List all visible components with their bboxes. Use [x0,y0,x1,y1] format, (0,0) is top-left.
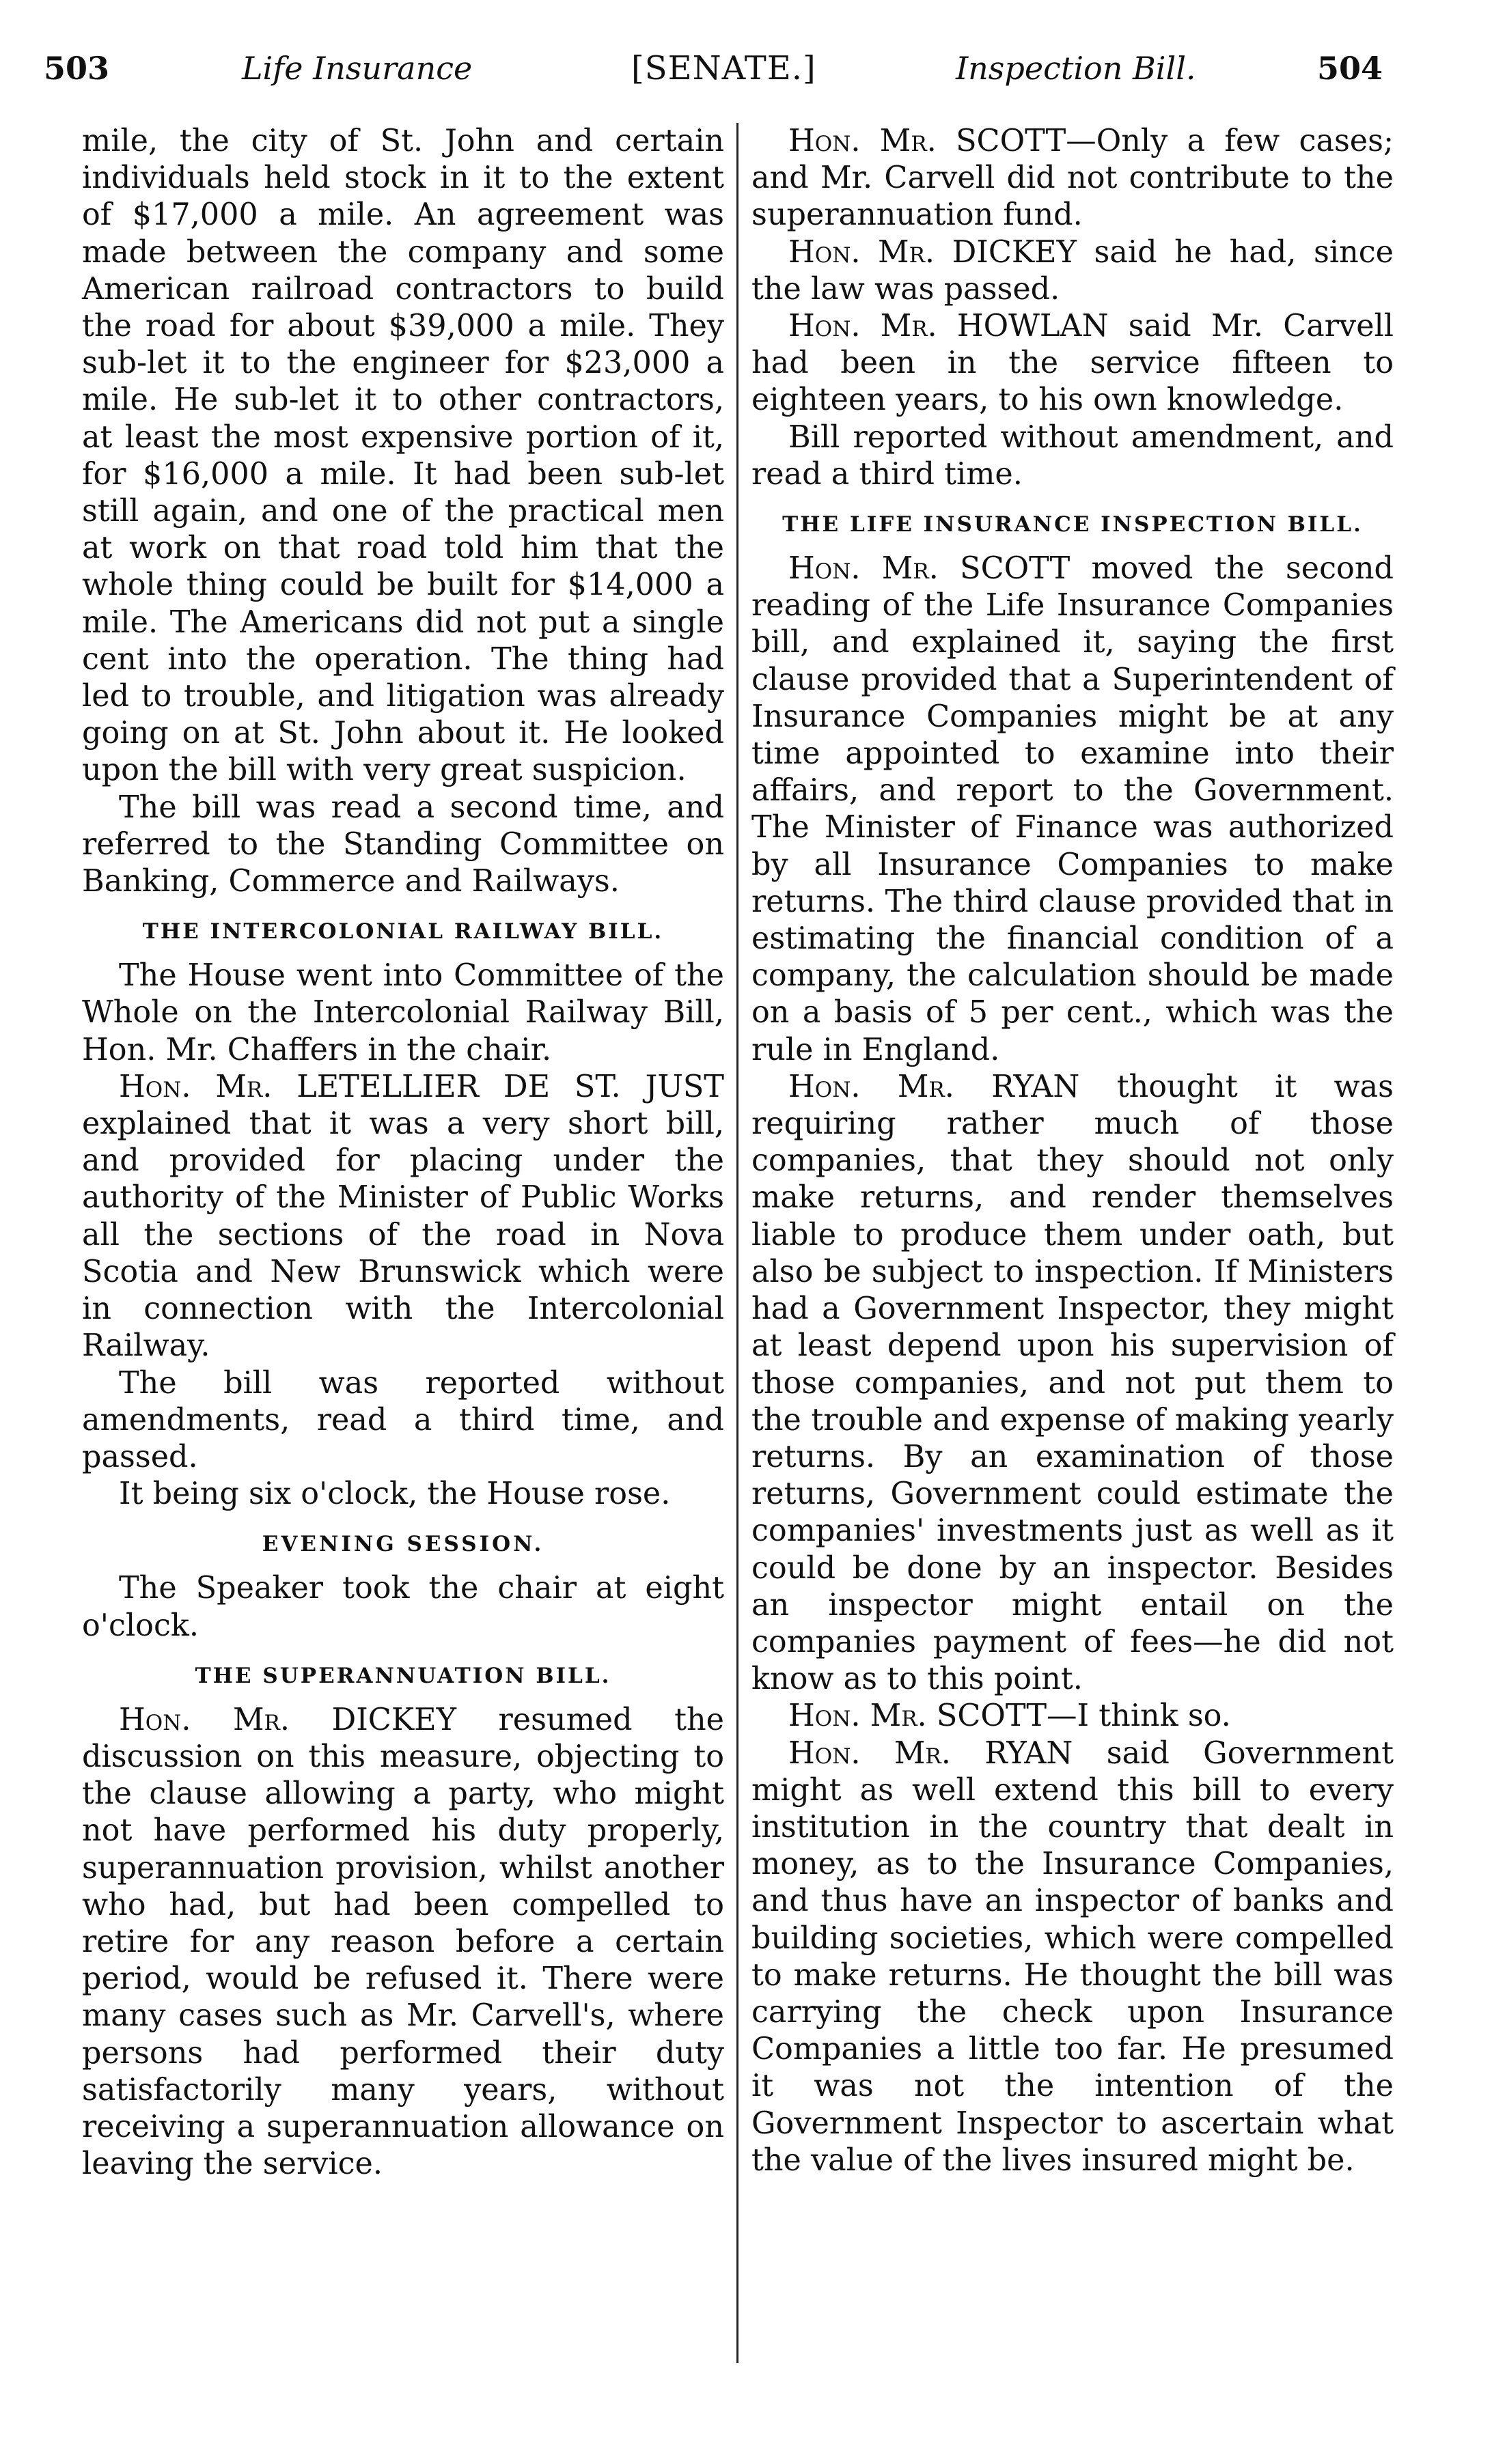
speaker-name: Hon. Mr. RYAN [788,1735,1073,1771]
speech-paragraph [751,1069,1394,1698]
right-page-number: 504 [1316,50,1383,87]
speech-text: said he had, since the law was passed. [751,234,1394,307]
running-header [44,48,1383,96]
speech-paragraph [751,308,1394,419]
speech-paragraph [82,1069,724,1365]
speaker-name: Hon. Mr. SCOTT [788,124,1066,158]
speech-text: —I think so. [1047,1698,1231,1734]
speech-text: said Government might as well extend this bill to every institution in the country that dealt in money, as to the Insurance Companies, and thus have an inspector of banks and building societies, which were compelled to make returns. He thought the bill was carrying the check upon Insurance Companies a little too far. He presumed it was not the intention of the Government Inspector to ascertain what the value of the lives insured might be. [751,1735,1394,2178]
right-running-title: Inspection Bill. [956,50,1196,87]
speech-text: moved the second reading of the Life Insurance Companies bill, and explained it, saying the first clause provided that a Superintendent of Insurance Companies might be at any time appointed to examine into their affairs, and report to the Government. The Minister of Finance was authorized by all Insurance Companies to make returns. The third clause provided that in estimating the financial condition of a company, the calculation should be made on a basis of 5 per cent., which was the rule in England. [751,551,1394,1067]
speech-paragraph [751,1735,1394,2179]
speech-text: —Only a few cases; and Mr. Carvell did not contribute to the superannuation fund. [751,124,1394,233]
paragraph: It being six o'clock, the House rose. [119,1476,671,1512]
speech-paragraph [751,1698,1394,1735]
speech-paragraph [751,550,1394,1069]
chamber-title: [SENATE.] [631,49,816,87]
section-heading: THE SUPERANNUATION BILL. [195,1663,611,1688]
paragraph: The bill was read a second time, and referred to the Standing Committee on Banking, Commerce and Railways. [82,789,724,899]
left-column [82,123,724,2183]
speaker-name: Hon. Mr. LETELLIER DE ST. JUST [119,1069,724,1104]
paragraph: The bill was reported without amendments, read a third time, and passed. [82,1365,724,1474]
left-page-number: 503 [44,50,110,87]
speaker-name: Hon. Mr. SCOTT [788,551,1070,587]
speaker-name: Hon. Mr. DICKEY [788,234,1077,270]
speech-paragraph [751,123,1394,234]
section-heading: THE LIFE INSURANCE INSPECTION BILL. [782,512,1363,537]
column-divider [736,123,738,2363]
section-heading: THE INTERCOLONIAL RAILWAY BILL. [142,919,664,944]
paragraph: mile, the city of St. John and certain individuals held stock in it to the extent of $17,000 a mile. An agreement was made between the company and some American railroad contractors to build the road for about $39,000 a mile. They sub-let it to the engineer for $23,000 a mile. He sub-let it to other contractors, at least the most expensive portion of it, for $16,000 a mile. It had been sub-let still again, and one of the practical men at work on that road told him that the whole thing could be built for $14,000 a mile. The Americans did not put a single cent into the operation. The thing had led to trouble, and litigation was already going on at St. John about it. He looked upon the bill with very great suspicion. [82,124,724,788]
right-column [751,123,1394,2179]
paragraph: The House went into Committee of the Whole on the Intercolonial Railway Bill, Hon. Mr. Chaffers in the chair. [82,958,724,1067]
speech-text: resumed the discussion on this measure, objecting to the clause allowing a party, who might not have performed his duty properly, superannuation provision, whilst another who had, but had been compelled to retire for any reason before a certain period, would be refused it. There were many cases such as Mr. Carvell's, where persons had performed their duty satisfactorily many years, without receiving a superannuation allowance on leaving the service. [82,1702,724,2182]
speech-text: thought it was requiring rather much of those companies, that they should not only make returns, and render themselves liable to produce them under oath, but also be subject to inspection. If Ministers had a Government Inspector, they might at least depend upon his supervision of those companies, and not put them to the trouble and expense of making yearly returns. By an examination of those returns, Government could estimate the companies' investments just as well as it could be done by an inspector. Besides an inspector might entail on the companies payment of fees—he did not know as to this point. [751,1069,1394,1697]
left-running-title: Life Insurance [242,50,473,87]
speaker-name: Hon. Mr. RYAN [788,1069,1080,1104]
speech-text: explained that it was a very short bill, and provided for placing under the authority of the Minister of Public Works all the sections of the road in Nova Scotia and New Brunswick which were in connection with the Intercolonial Railway. [82,1106,724,1364]
speaker-name: Hon. Mr. HOWLAN [788,309,1109,344]
paragraph: Bill reported without amendment, and read a third time. [751,419,1394,492]
speaker-name: Hon. Mr. SCOTT [788,1698,1047,1734]
section-heading: EVENING SESSION. [262,1532,544,1557]
speaker-name: Hon. Mr. DICKEY [119,1702,456,1737]
speech-text: said Mr. Carvell had been in the service fifteen to eighteen years, to his own knowledge. [751,309,1394,418]
speech-paragraph [751,234,1394,308]
paragraph: The Speaker took the chair at eight o'clock. [82,1571,724,1643]
speech-paragraph [82,1702,724,2183]
